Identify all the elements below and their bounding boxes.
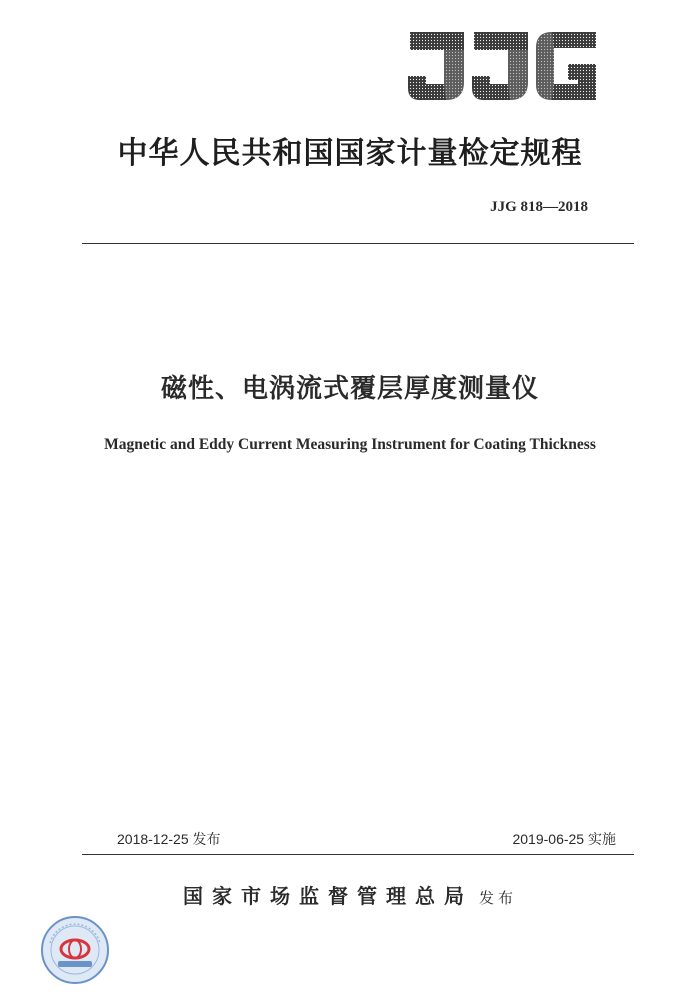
document-title-english: Magnetic and Eddy Current Measuring Instrument for Coating Thickness: [104, 436, 596, 453]
issue-date: 2018-12-25 发布: [117, 831, 221, 847]
series-title: 中华人民共和国国家计量检定规程: [117, 136, 583, 171]
jjg-logo-icon: [406, 30, 598, 102]
implementation-date: 2019-06-25 实施: [512, 831, 616, 847]
publisher-line: [0, 880, 700, 909]
document-title-chinese: 磁性、电涡流式覆层厚度测量仪: [160, 374, 539, 404]
bottom-divider: [82, 854, 634, 855]
publisher-verb: 发布: [478, 889, 517, 907]
publisher-organization: 国家市场监督管理总局: [182, 884, 473, 908]
top-divider: [82, 243, 634, 244]
standard-code: JJG 818—2018: [490, 199, 588, 215]
anti-counterfeit-seal-icon: [40, 915, 110, 985]
